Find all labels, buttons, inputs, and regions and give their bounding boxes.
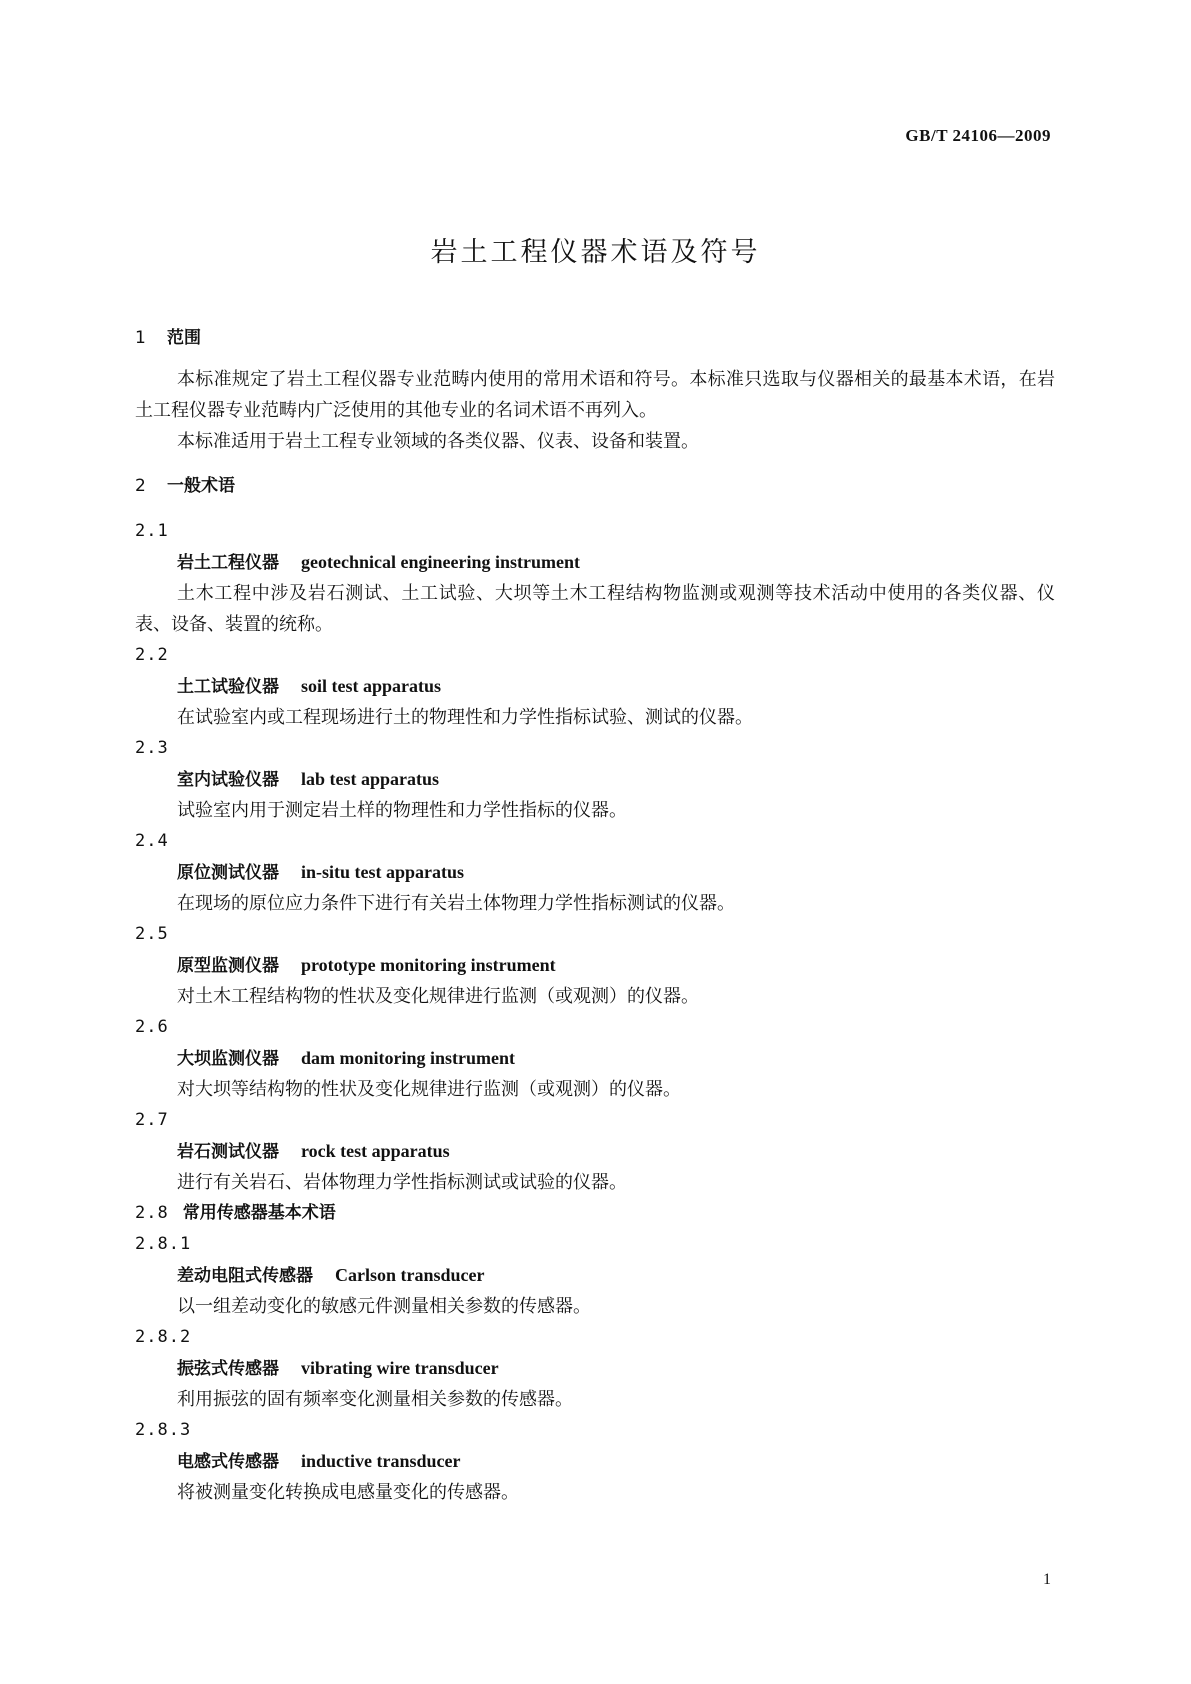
term-definition: 利用振弦的固有频率变化测量相关参数的传感器。	[177, 1389, 573, 1410]
section-1-heading	[135, 323, 1055, 354]
term-definition: 试验室内用于测定岩土样的物理性和力学性指标的仪器。	[177, 800, 627, 821]
entry-number: 2.8.3	[135, 1420, 192, 1440]
term-heading	[135, 1136, 1055, 1167]
term-english: dam monitoring instrument	[301, 1048, 516, 1068]
term-chinese: 差动电阻式传感器	[177, 1266, 313, 1286]
section-title: 一般术语	[167, 476, 235, 496]
section-title: 范围	[167, 328, 201, 348]
term-entry	[135, 1229, 1055, 1322]
term-definition: 进行有关岩石、岩体物理力学性指标测试或试验的仪器。	[177, 1172, 627, 1193]
term-english: soil test apparatus	[301, 676, 442, 696]
term-chinese: 电感式传感器	[177, 1452, 279, 1472]
term-chinese: 原型监测仪器	[177, 956, 279, 976]
term-english: inductive transducer	[301, 1451, 461, 1471]
standard-code: GB/T 24106—2009	[905, 126, 1051, 145]
term-chinese: 室内试验仪器	[177, 770, 279, 790]
document-body	[135, 323, 1055, 1508]
term-heading	[135, 1043, 1055, 1074]
term-definition: 将被测量变化转换成电感量变化的传感器。	[177, 1482, 519, 1503]
term-chinese: 土工试验仪器	[177, 677, 279, 697]
entry-number: 2.8.2	[135, 1327, 192, 1347]
subsection-number: 2.8	[135, 1203, 169, 1223]
term-heading	[135, 950, 1055, 981]
term-english: prototype monitoring instrument	[301, 955, 556, 975]
scope-paragraph-2: 本标准适用于岩土工程专业领域的各类仪器、仪表、设备和装置。	[177, 431, 699, 452]
term-chinese: 原位测试仪器	[177, 863, 279, 883]
entry-number: 2.8.1	[135, 1234, 192, 1254]
term-chinese: 岩石测试仪器	[177, 1142, 279, 1162]
term-english: vibrating wire transducer	[301, 1358, 499, 1378]
term-english: geotechnical engineering instrument	[301, 552, 580, 572]
term-english: in-situ test apparatus	[301, 862, 465, 882]
term-entry	[135, 516, 1055, 640]
term-heading	[135, 671, 1055, 702]
term-definition: 土木工程中涉及岩石测试、土工试验、大坝等土木工程结构物监测或观测等技术活动中使用的各类仪器、仪表、设备、装置的统称。	[135, 583, 1055, 635]
term-entry	[135, 1322, 1055, 1415]
term-chinese: 岩土工程仪器	[177, 553, 279, 573]
entry-number: 2.7	[135, 1110, 169, 1130]
subsection-heading	[135, 1198, 1055, 1229]
term-heading	[135, 1446, 1055, 1477]
subsection-title: 常用传感器基本术语	[182, 1203, 336, 1223]
section-number: 1	[135, 328, 146, 348]
entry-number: 2.6	[135, 1017, 169, 1037]
entry-number: 2.2	[135, 645, 169, 665]
entry-number: 2.5	[135, 924, 169, 944]
term-definition: 在现场的原位应力条件下进行有关岩土体物理力学性指标测试的仪器。	[177, 893, 735, 914]
term-english: Carlson transducer	[335, 1265, 485, 1285]
term-definition: 对土木工程结构物的性状及变化规律进行监测（或观测）的仪器。	[177, 986, 699, 1007]
term-english: lab test apparatus	[301, 769, 440, 789]
term-definition: 对大坝等结构物的性状及变化规律进行监测（或观测）的仪器。	[177, 1079, 681, 1100]
term-english: rock test apparatus	[301, 1141, 450, 1161]
term-heading	[135, 764, 1055, 795]
term-heading	[135, 547, 1055, 578]
term-heading	[135, 1260, 1055, 1291]
term-entry	[135, 919, 1055, 1012]
term-entry	[135, 826, 1055, 919]
term-heading	[135, 857, 1055, 888]
term-chinese: 振弦式传感器	[177, 1359, 279, 1379]
term-entry	[135, 1415, 1055, 1508]
term-entry	[135, 733, 1055, 826]
scope-paragraph-1: 本标准规定了岩土工程仪器专业范畴内使用的常用术语和符号。本标准只选取与仪器相关的最基本术语，在岩土工程仪器专业范畴内广泛使用的其他专业的名词术语不再列入。	[135, 369, 1055, 421]
term-definition: 以一组差动变化的敏感元件测量相关参数的传感器。	[177, 1296, 591, 1317]
page-number: 1	[1043, 1571, 1051, 1588]
term-heading	[135, 1353, 1055, 1384]
entry-number: 2.1	[135, 521, 169, 541]
document-title: 岩土工程仪器术语及符号	[430, 237, 761, 268]
term-definition: 在试验室内或工程现场进行土的物理性和力学性指标试验、测试的仪器。	[177, 707, 753, 728]
entry-number: 2.4	[135, 831, 169, 851]
section-number: 2	[135, 476, 146, 496]
section-2-heading	[135, 471, 1055, 502]
entry-number: 2.3	[135, 738, 169, 758]
term-entry	[135, 640, 1055, 733]
term-entry	[135, 1012, 1055, 1105]
term-chinese: 大坝监测仪器	[177, 1049, 279, 1069]
term-entry	[135, 1105, 1055, 1198]
